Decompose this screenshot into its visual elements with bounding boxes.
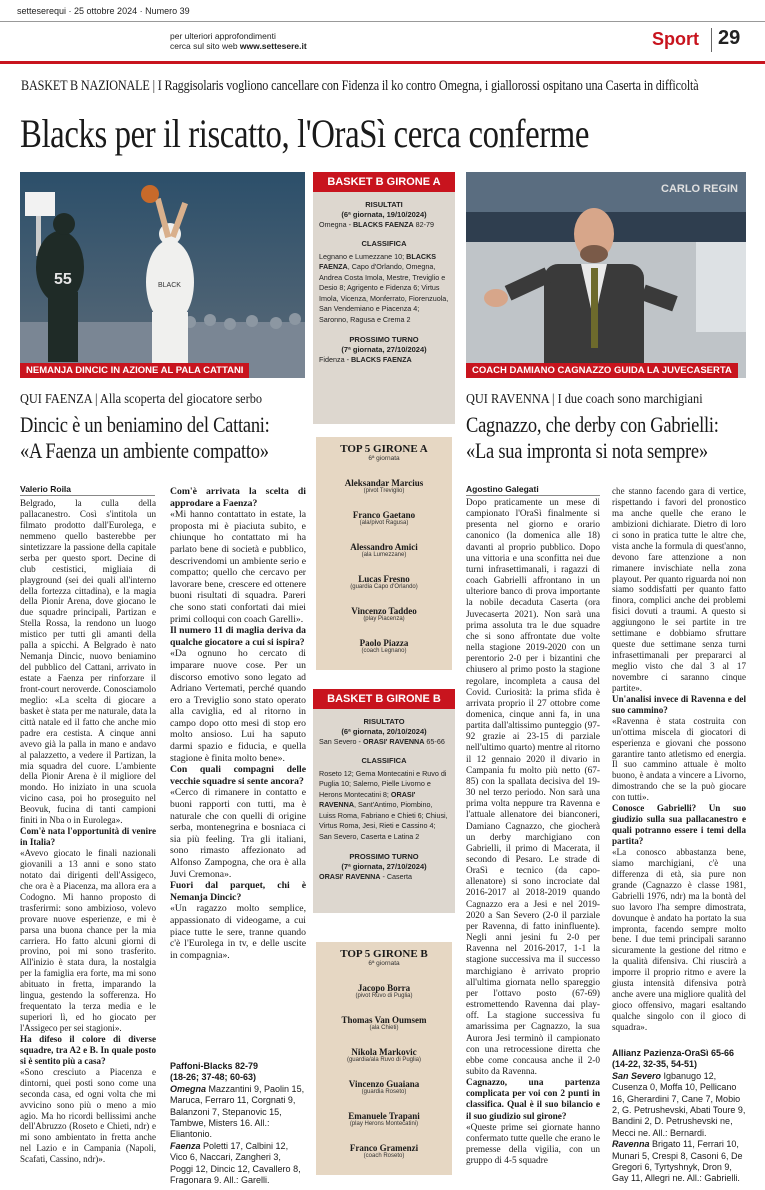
girone-a-prossimo-team: BLACKS FAENZA (350, 355, 412, 364)
top5-player-name: Franco Gaetano (352, 510, 416, 520)
top5-player (316, 510, 452, 526)
left-byline-rule (20, 495, 155, 496)
article-paragraph: «Cerco di rimanere in contatto e buoni rapporti con tutti, ma è naturale che con quelli di origine serba, montenegrina e bosniaca ci sia più feeling. Tra gli italiani, sono rimasto affezionato ad Alfonso Zampogna, che ora è alla Juvi Cremona». (170, 787, 306, 880)
left-article-col1 (20, 498, 156, 1165)
girone-b-classifica-label: CLASSIFICA (361, 755, 407, 765)
girone-b-prossimo-giornata: (7ª giornata, 27/10/2024) (341, 862, 427, 871)
photo-dincic-image (20, 172, 305, 378)
article-paragraph: «Un ragazzo molto semplice, appassionato di videogame, a cui piace tutte le sere, tranne quando c'è l'Eurolega in tv, e delle uscite in compagnia». (170, 903, 306, 961)
top5-player-role: (guardia Capo d'Orlando) (350, 584, 418, 590)
right-title-line1: Cagnazzo, che derby con Gabrielli: (466, 412, 719, 437)
left-stats-partials: (18-26; 37-48; 60-63) (170, 1072, 257, 1083)
girone-a-classifica-label: CLASSIFICA (361, 238, 407, 248)
girone-a-risultati (313, 220, 455, 231)
interview-question: Cagnazzo, una partenza complicata per voi con 2 punti in classifica. Qual è il suo bilancio e il suo giudizio sul girone? (466, 1078, 600, 1122)
article-paragraph: Belgrado, la culla della pallacanestro. Così s'intitola un filmato prodotto dall'Eurolega, e nemmeno quello basterebbe per sintetizzare la passione della capitale serba per questo sport. Decine di club cestistici, migliaia di playground (sei dei quali all'interno della fortezza cittadina), e la magia della Pionir Arena, dove giocano le due squadre principali, Partizan e Stella Rossa, la rendono un luogo mistico per tutti gli amanti della palla a spicchi. A Belgrado è nato Nemanja Dincic, nuovo beniamino del pubblico del Cattani, arrivato in estate a Faenza per rinforzare il front-court neroverde. Conosciamolo meglio: «La scelta di giocare a basket è stata per me naturale, data la città natale ed il fatto che anche mio padre era cestista. A cinque anni avevo già la palla in mano e andavo al palazzetto, a vedere il Partizan, la mia squadra del cuore. L'ambiente della Pionir Arena è il migliore del mondo. Ho iniziato in una scuola vicino casa, poi ho proseguito nel Beovuk, fucina di tanti campioni finiti in Nba o in Eurolega». (20, 498, 156, 826)
girone-a-prossimo-giornata: (7ª giornata, 27/10/2024) (341, 345, 427, 354)
article-paragraph: «Avevo giocato le finali nazionali giovanili a 13 anni e sono stato notato dai dirigenti dell'Assigeco, che ora è a Piacenza, ma allora era a Codogno. Mi hanno proposto di trasferirmi: sono ambizioso, volevo provare nuove esperienze, e mi è parsa una buona chance per la mia carriera. Ho fatto alcuni giorni di provino, poi mi sono trasferito. All'inizio è stata dura, la nostalgia per la famiglia era forte, ma mi sono abituato in fretta, imparando la lingua, gestendo la sofferenza. Ho frequentato la terza media e le superiori lì, ed ho giocato per l'Assigeco per sei stagioni». (20, 848, 156, 1033)
right-title (466, 412, 746, 464)
girone-a-prossimo-pre: Fidenza - (319, 355, 351, 364)
right-stats-team2-text: Brigato 11, Ferrari 10, Munari 5, Crespi 8, Casoni 6, De Gregori 6, Tyrtyshnyk, Dron 9, Gay 11, Allegri ne. All.: Gabrielli. (612, 1139, 743, 1184)
left-stats-team2 (170, 1141, 306, 1187)
promo (170, 31, 307, 51)
girone-a-classifica-post: , Capo d'Orlando, Omegna, Andrea Costa Imola, Mestre, Treviglio e Desio 8; Agrigento e Fidenza 6; Virtus Imola, Vicenza, Monferrato, Fiorenzuola, San Vendemiano e Piacenza 4; Saronno, Ragusa e Crema 2 (319, 262, 449, 324)
top5-player (316, 574, 452, 590)
girone-b-risultato-pre: San Severo - (319, 737, 363, 746)
left-article-head (20, 392, 305, 464)
top5-player-name: Paolo Piazza (359, 638, 409, 648)
girone-a-risultati-score: 82-79 (413, 220, 435, 229)
right-stats-title: Allianz Pazienza-OraSì 65-66 (612, 1048, 735, 1058)
left-stats-title: Paffoni-Blacks 82-79 (170, 1061, 259, 1071)
girone-a-risultati-giornata: (6ª giornata, 19/10/2024) (341, 210, 427, 219)
article-paragraph: Dopo praticamente un mese di campionato l'OraSì finalmente si presenta nel giorno e orario canonico (la domenica alle 18) davanti al proprio pubblico. Dopo una vittoria e una sconfitta nei due turni infrasettimanali, i ragazzi di coach Gabrielli affrontano in un ulteriore banco di prova importante la nobile decaduta Caserta (ora Juvecaserta 2021). Non sarà una prima assoluta tra le due squadre che si sono affrontate due volte nella stagione 2019-2020 con un perentorio 2-0 per i bizantini che chiusero al primo posto la stagione regolare, incompleta a causa del Covid. Curiosità: la prima sfida è arrivata proprio il 27 ottobre come domenica, cinque anni fa, in una partita dall'altissimo punteggio (97-92 grazie ai 23-15 di parziale nell'ultimo quarto) mentre al ritorno il 12 gennaio 2020 il divario in Campania fu molto più netto (67-85) con la spallata decisiva del 19-30 nel terzo periodo. Non sarà una prima volta neppure tra Ravenna e l'attuale allenatore dei bianconeri, Damiano Cagnazzo, che giocherà un derby marchigiano con Gabrielli, il primo di Macerata, il secondo di Pesaro. Le strade di OraSì e tecnico (da capo-allenatore) si sono incrociate dal 2016-2017 al 2018-2019 quando Cagnazzo era a Jesi e nel 2019-2020 a San Severo (2-0 il parziale per Ravenna, di fatto ininfluente). Negli anni jesini fu 2-0 per Ravenna nel 2016-2017, 1-1 la stagione successiva ma il successo marchigiano è arrivato proprio all'ultima giornata nello spareggio per l'ottavo posto (67-69) estromettendo Ravenna dai play-off. La stagione successiva fu amarissima per Cagnazzo, la sua Aurora Jesi terminò il campionato con una retrocessione diretta che ebbe come concausa anche il 2-0 subito da Ravenna. (466, 498, 600, 1077)
article-paragraph: «Mi hanno contattato in estate, la proposta mi è piaciuta subito, e chiunque ho contattato mi ha parlato bene di società e pubblico, descrivendomi un ambiente serio e compatto; quello che cercavo per lavorare bene, crescere ed ottenere buoni risultati di squadra. Pareri che sono stati confortati dai miei primi colloqui con coach Garelli». (170, 509, 306, 625)
photo-dincic-caption: NEMANJA DINCIC IN AZIONE AL PALA CATTANI (20, 363, 249, 378)
interview-question: Conosce Gabrielli? Un suo giudizio sulla sua pallacanestro e quali potranno essere i temi della partita? (612, 803, 746, 846)
top5-player-role: (ala/pivot Ragusa) (359, 520, 409, 526)
left-qui-text: QUI FAENZA | Alla scoperta del giocatore serbo (20, 392, 263, 407)
kicker-text: BASKET B NAZIONALE | I Raggisolaris vogliono cancellare con Fidenza il ko contro Omegna, i giallorossi ospitano una Caserta in difficoltà (21, 78, 699, 94)
top5-player-name: Vincenzo Guaiana (348, 1079, 420, 1089)
top5-b-title: TOP 5 GIRONE B (340, 948, 428, 960)
right-stats (612, 1048, 746, 1185)
top5-player (316, 1143, 452, 1159)
section-divider (711, 28, 712, 52)
top5-player-role: (play Piacenza) (363, 616, 405, 622)
girone-b-risultato-team: ORASI' RAVENNA (362, 737, 425, 746)
right-article-col1 (466, 498, 600, 1167)
right-stats-team2-name: Ravenna (612, 1139, 650, 1150)
girone-b-risultato-label: RISULTATO (363, 717, 405, 726)
top5-player-name: Nikola Markovic (351, 1047, 417, 1057)
left-stats-team2-text: Poletti 17, Calbini 12, Vico 6, Naccari, Zangheri 3, Poggi 12, Dincic 12, Cavallero 8, Fragonara 9. All.: Garelli. (170, 1140, 301, 1186)
top5-player (316, 638, 452, 654)
top5-a-title: TOP 5 GIRONE A (340, 443, 428, 455)
top5-player-role: (play Herons Montecatini) (349, 1121, 419, 1127)
girone-b-prossimo-post: - Caserta (380, 872, 413, 881)
top5-player-role: (coach Legnano) (361, 648, 407, 654)
girone-b-title: BASKET B GIRONE B (313, 689, 455, 709)
girone-a-prossimo-label: PROSSIMO TURNO (349, 335, 419, 344)
girone-a-risultati-pre: Omegna - (319, 220, 353, 229)
top5-player (316, 542, 452, 558)
article-paragraph: «La conosco abbastanza bene, siamo marchigiani, c'è una differenza di età, sia pure non grande (Cagnazzo è classe 1981, Gabrielli 1976, ndr) ma la bontà del suo lavoro l'ha sempre dimostrata, dovunque è andato ha portato la sua impronta, facendo sempre molto bene. I due temi principali saranno sicuramente la gestione del ritmo e la qualità difensiva. Chi riuscirà a imporre il proprio ritmo e avere la giusta intensità difensiva potrà anche avere una migliore qualità del gioco offensivo, magari esaltando qualche singolo con il gioco di squadra». (612, 846, 746, 1032)
girone-b-classifica-team: ORASI' RAVENNA (319, 789, 416, 809)
top5-player-role: (coach Roseto) (363, 1153, 405, 1159)
top5-player-name: Vincenzo Taddeo (351, 606, 417, 616)
issue-line: setteserequi · 25 ottobre 2024 · Numero 39 (17, 6, 190, 16)
girone-b-classifica-post: , Sant'Antimo, Piombino, Luiss Roma, Fabriano e Chieti 6; Chiusi, Virtus Roma, Jesi, Rieti e Cassino 4; San Severo, Caserta e Latina 2 (319, 800, 448, 841)
interview-question: Un'analisi invece di Ravenna e del suo cammino? (612, 693, 746, 715)
top5-a-list (316, 478, 452, 654)
promo-line1: per ulteriori approfondimenti (170, 31, 276, 41)
girone-b-prossimo-label: PROSSIMO TURNO (349, 852, 419, 861)
girone-a-risultati-team: BLACKS FAENZA (352, 220, 414, 229)
top5-player (316, 1079, 452, 1095)
girone-a-classifica (313, 252, 455, 326)
article-paragraph: «Queste prime sei giornate hanno confermato tutte quelle che erano le premesse della vigilia, con un gruppo di 4-5 squadre (466, 1122, 600, 1167)
article-paragraph: «Sono cresciuto a Piacenza e dintorni, quei posti sono come una seconda casa, ed ogni volta che mi avvicino sono più o meno a mio agio. Ma ho ricordi bellissimi anche dell'Abruzzo (Roseto e Chieti, ndr) e mi sono ambientato in fretta anche nel Lazio e in Campania (Napoli, Scafati, Cassino, ndr)». (20, 1066, 156, 1165)
left-title (20, 412, 305, 464)
left-article-col2 (170, 486, 306, 961)
top5-player-name: Lucas Fresno (358, 574, 410, 584)
left-title-line1: Dincic è un beniamino del Cattani: (20, 412, 270, 437)
top5-player-role: (pivot Treviglio) (363, 488, 405, 494)
right-stats-team1 (612, 1071, 746, 1139)
girone-b-risultato-giornata: (6ª giornata, 20/10/2024) (341, 727, 427, 736)
girone-a-risultati-label: RISULTATI (365, 200, 403, 209)
top5-player-name: Thomas Van Oumsem (341, 1015, 427, 1025)
top5-player-name: Emanuele Trapani (348, 1111, 420, 1121)
right-byline-rule (466, 495, 600, 496)
article-paragraph: «Ravenna è stata costruita con un'ottima miscela di giocatori di esperienza e giovani che possono garantire tanto atletismo ed energia. Il suo cammino attuale è molto buono, è andata a vincere a Livorno, dimostrando che se la può giocare con tutti». (612, 715, 746, 803)
top5-b-box (316, 942, 452, 1175)
right-title-line2: «La sua impronta si nota sempre» (466, 438, 708, 463)
girone-b-prossimo-team: ORASI' RAVENNA (319, 872, 381, 881)
girone-a-prossimo (313, 355, 455, 366)
girone-a-classifica-pre: Legnano e Lumezzane 10; (319, 251, 407, 261)
girone-b-box (313, 689, 455, 913)
left-byline: Valerio Roila (20, 484, 72, 494)
right-article-col2 (612, 486, 746, 1033)
svg-text:BLACK: BLACK (158, 282, 181, 289)
girone-b-prossimo (313, 872, 455, 883)
photo-cagnazzo-image (466, 172, 746, 378)
girone-a-title: BASKET B GIRONE A (313, 172, 455, 192)
promo-line2 (170, 41, 307, 51)
interview-question: Il numero 11 di maglia deriva da qualche giocatore a cui si ispira? (170, 625, 306, 648)
girone-a-box (313, 172, 455, 424)
left-title-line2: «A Faenza un ambiente compatto» (20, 438, 269, 463)
top5-player (316, 1111, 452, 1127)
top5-player-role: (guardia Roseto) (361, 1089, 407, 1095)
girone-b-risultato (313, 737, 455, 748)
top5-player (316, 1015, 452, 1031)
top5-player-name: Franco Gramenzi (349, 1143, 419, 1153)
kicker (21, 78, 765, 95)
top5-player (316, 478, 452, 494)
top5-player-role: (guardia/ala Ruvo di Puglia) (346, 1057, 422, 1063)
top5-player (316, 983, 452, 999)
left-stats (170, 1061, 306, 1186)
promo-prefix: cerca sul sito web (170, 41, 240, 51)
right-qui (466, 392, 746, 408)
photo-dincic (20, 172, 305, 378)
top5-player-name: Aleksandar Marcius (344, 478, 424, 488)
svg-text:CARLO REGIN: CARLO REGIN (661, 183, 738, 195)
girone-a-classifica-team: BLACKS FAENZA (319, 251, 437, 271)
girone-b-classifica (313, 769, 455, 843)
top5-player-name: Alessandro Amici (350, 542, 418, 552)
article-paragraph: «Da ognuno ho cercato di imparare nuove cose. Per un discorso emotivo sono legato ad Adriano Vertemati, perché quando ero a Treviglio sono stato operato alla caviglia, ed al ritorno in campo dopo otto mesi di stop ero molto ansioso. Lui ha saputo darmi spazio e fiducia, e quella stagione è finita molto bene». (170, 648, 306, 764)
top-rule (0, 21, 765, 22)
right-stats-team1-name: San Severo (612, 1070, 662, 1081)
right-stats-team2 (612, 1139, 746, 1185)
interview-question: Com'è arrivata la scelta di approdare a Faenza? (170, 486, 306, 509)
left-stats-team1 (170, 1084, 306, 1141)
left-qui (20, 392, 305, 408)
photo-cagnazzo (466, 172, 746, 378)
page-number: 29 (718, 27, 741, 49)
interview-question: Con quali compagni delle vecchie squadre si sente ancora? (170, 764, 306, 787)
interview-question: Fuori dal parquet, chi è Nemanja Dincic? (170, 880, 306, 903)
svg-text:55: 55 (54, 271, 72, 288)
left-stats-team1-text: Mazzantini 9, Paolin 15, Maruca, Ferraro 11, Corgnati 9, Balanzoni 7, Stepanovic 15, Tambwe, Misters 16. All.: Eliantonio. (170, 1083, 305, 1140)
right-stats-team1-text: Igbanugo 12, Cusenza 0, Moffa 10, Pellicano 16, Gherardini 7, Cane 7, Mobio 2, G. Petrushevski, Abati Toure 9, Bandini 2, D. Petrushevski ne, Mecci ne. All.: Bernardi. (612, 1070, 746, 1138)
girone-b-classifica-pre: Roseto 12; Gema Montecatini e Ruvo di Puglia 10; Salerno, Pielle Livorno e Herons Montecatini 8; (319, 768, 447, 799)
top5-player-role: (ala Chieti) (369, 1025, 399, 1031)
photo-cagnazzo-caption: COACH DAMIANO CAGNAZZO GUIDA LA JUVECASERTA (466, 363, 738, 378)
right-byline: Agostino Galegati (466, 484, 539, 494)
right-qui-text: QUI RAVENNA | I due coach sono marchigiani (466, 392, 703, 407)
promo-site[interactable]: www.settesere.it (239, 41, 307, 51)
top5-player (316, 1047, 452, 1063)
top5-a-box (316, 437, 452, 670)
top5-b-subtitle: 6ª giornata (368, 960, 400, 967)
left-stats-team2-name: Faenza (170, 1140, 201, 1151)
headline (20, 110, 714, 158)
left-stats-team1-name: Omegna (170, 1083, 207, 1094)
section-label: Sport (652, 29, 699, 49)
interview-question: Ha difeso il colore di diverse squadre, tra A2 e B. In quale posto si è sentito più a casa? (20, 1033, 156, 1066)
masthead-rule (0, 61, 765, 64)
top5-player-role: (ala Lumezzane) (361, 552, 407, 558)
top5-player (316, 606, 452, 622)
right-stats-partials: (14-22, 32-35, 54-51) (612, 1059, 698, 1070)
interview-question: Com'è nata l'opportunità di venire in Italia? (20, 826, 156, 848)
girone-b-risultato-score: 65-66 (424, 737, 445, 746)
top5-player-name: Jacopo Borra (357, 983, 411, 993)
article-paragraph: che stanno facendo gara di vertice, rispettando i favori del pronostico ma anche quelle che erano le ambizioni dichiarate. Dietro di loro ci sono in pratica tutte le altre che, vista anche la formula di quest'anno, devono fare attenzione a non rimanere invischiate nella zona playout. Per quanto riguarda noi non siamo soddisfatti per quanto fatto finora, complici anche dei problemi fisici dovuti a traumi. A questo si aggiungono le sei partite in tre settimane e dobbiamo sfruttare queste due settimane senza turni infrasettimanali per prepararci al meglio visto che dal 3 al 17 novembre ci saranno cinque partite». (612, 486, 746, 693)
top5-a-subtitle: 6ª giornata (368, 455, 400, 462)
right-article-head (466, 392, 746, 464)
top5-player-role: (pivot Ruvo di Puglia) (355, 993, 413, 999)
top5-b-list (316, 983, 452, 1159)
headline-text: Blacks per il riscatto, l'OraSì cerca conferme (20, 111, 590, 156)
